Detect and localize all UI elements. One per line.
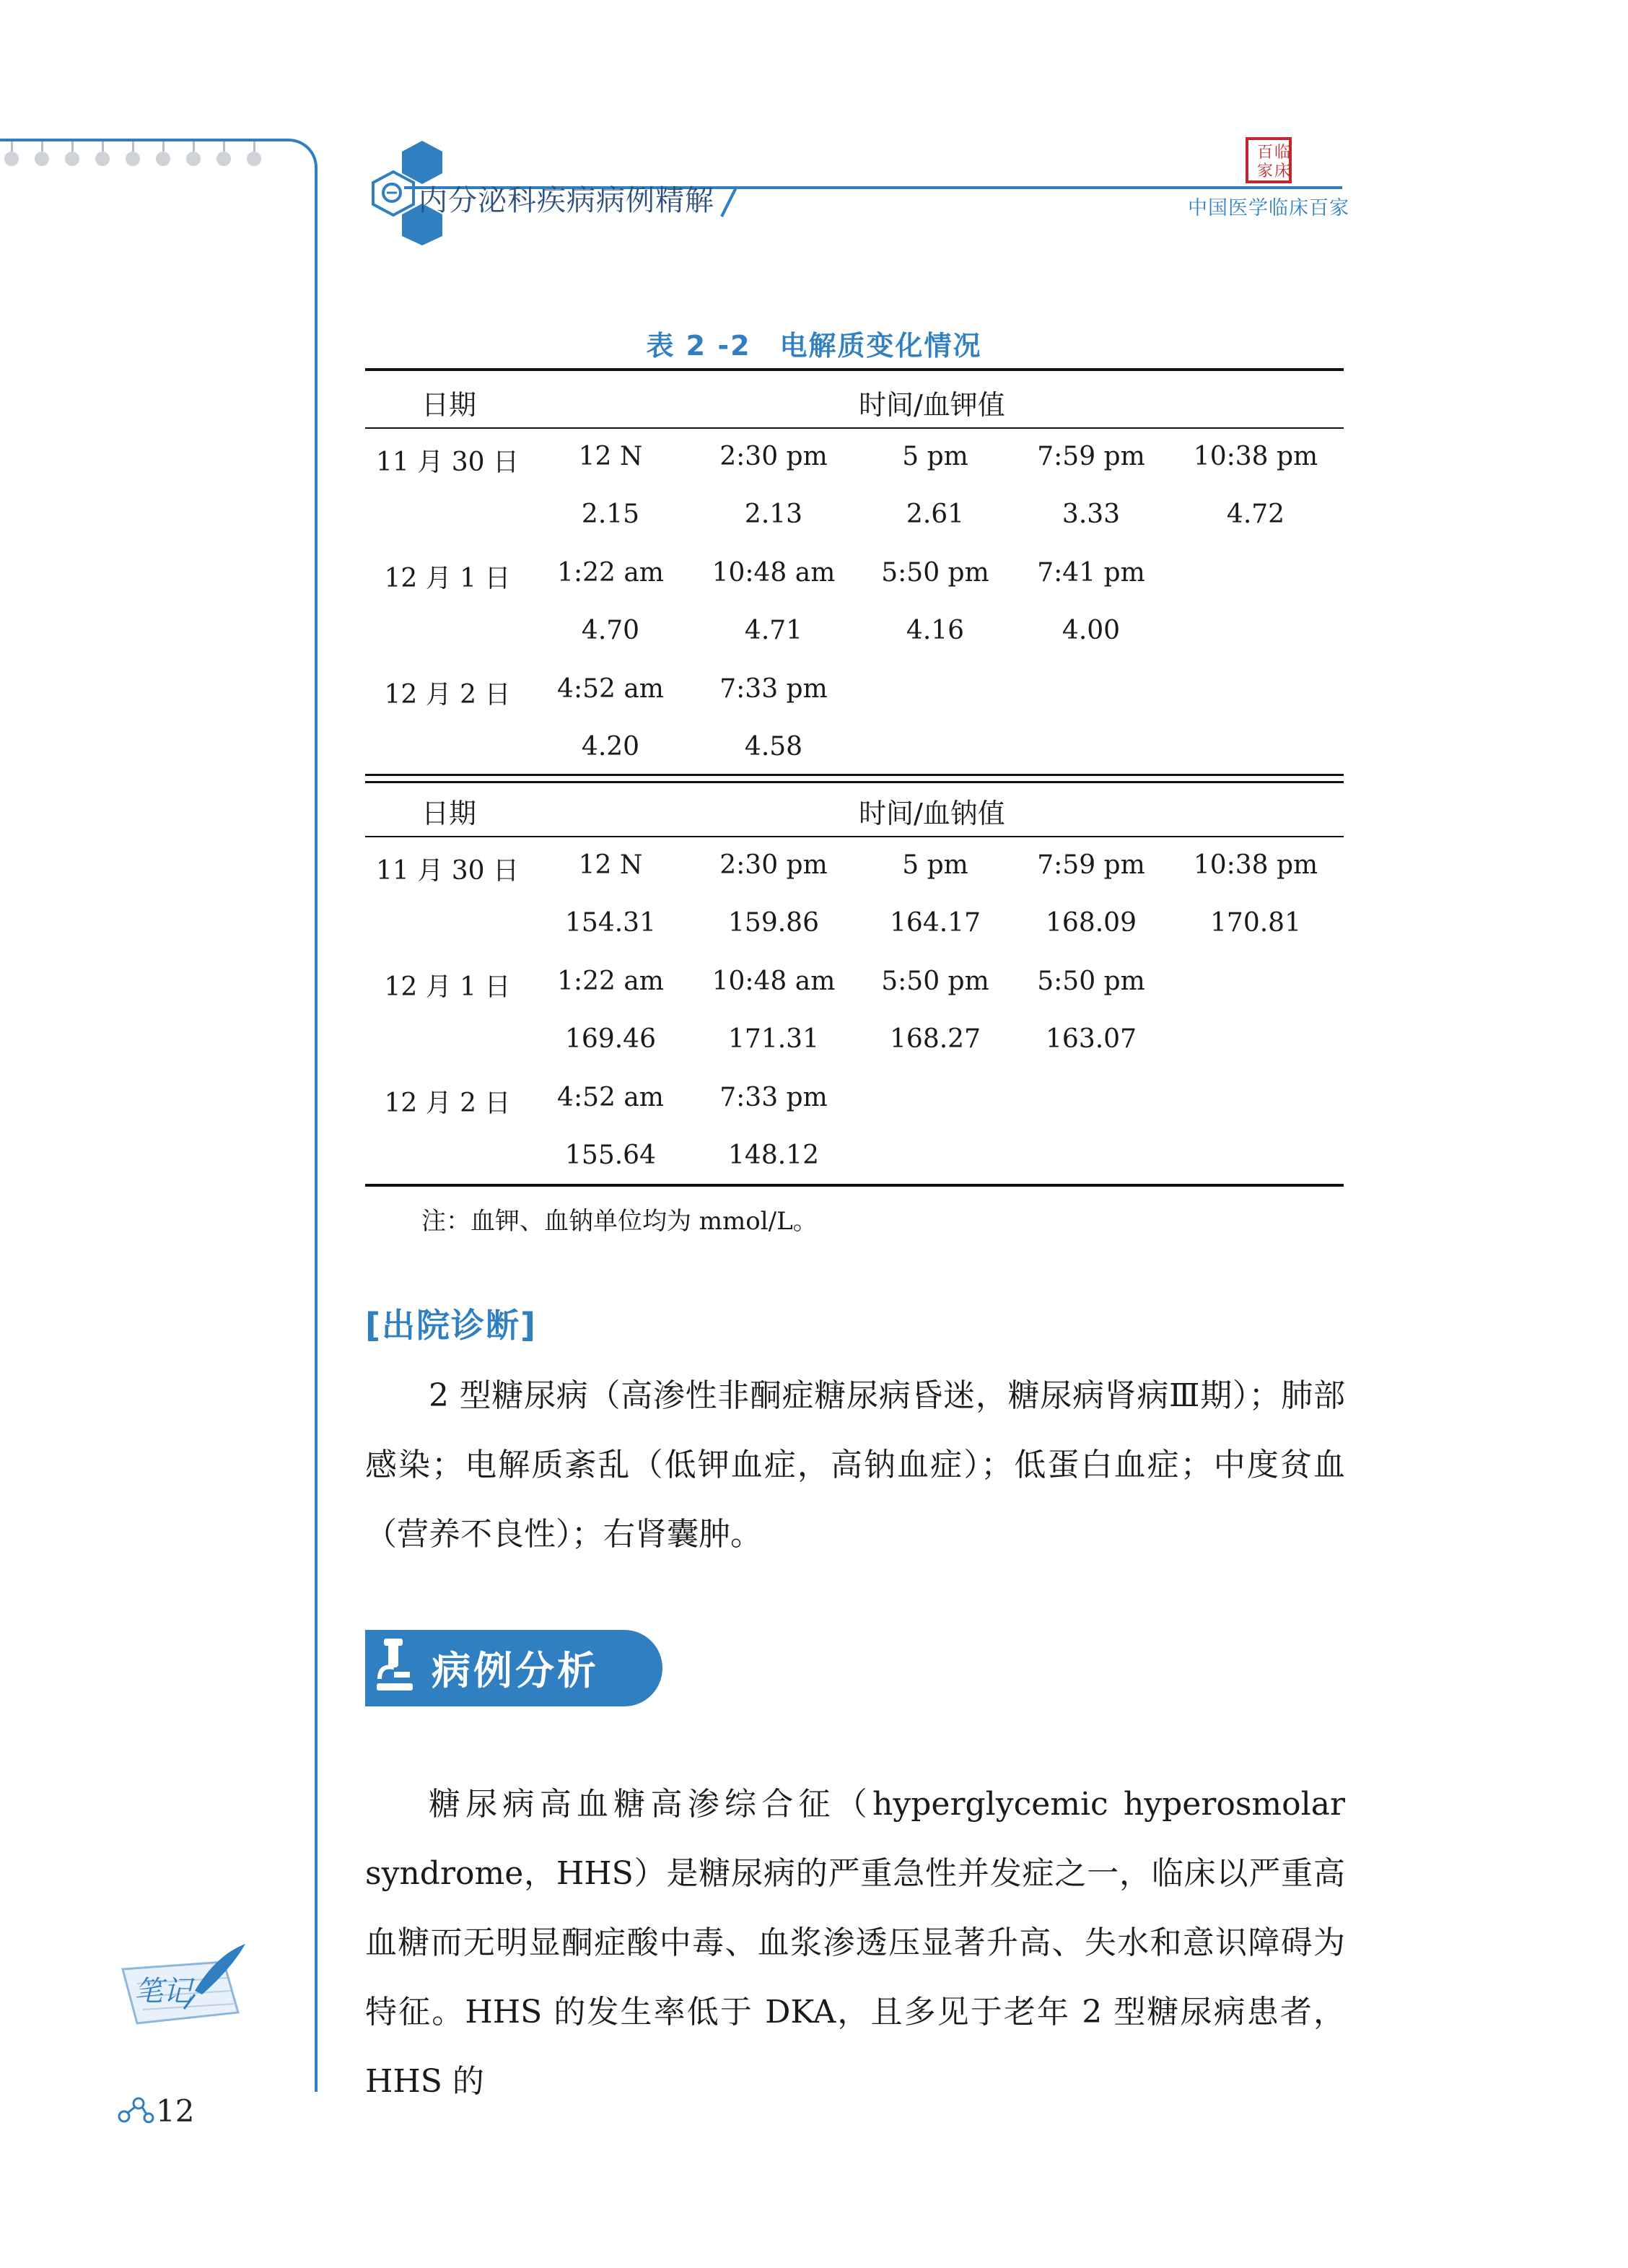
value-cell: 148.12 [728,1140,819,1170]
diagnosis-heading: [出院诊断] [365,1306,538,1345]
value-cell: 168.09 [1046,908,1137,938]
time-cell: 7:59 pm [1037,442,1145,471]
value-cell: 170.81 [1210,908,1301,938]
notes-quill-icon [108,1940,253,2034]
time-cell: 7:33 pm [719,674,828,704]
value-cell: 168.27 [890,1024,981,1054]
time-cell: 5:50 pm [881,558,989,588]
time-cell: 12 N [578,850,643,880]
time-cell: 1:22 am [557,967,664,996]
analysis-banner-label: 病例分析 [432,1648,599,1693]
table-note: 注：血钾、血钠单位均为 mmol/L。 [421,1207,818,1236]
time-cell: 4:52 am [557,1083,664,1112]
header-rule-potassium [365,427,1344,429]
time-cell: 12 N [578,442,643,471]
time-cell: 4:52 am [557,674,664,704]
value-cell: 2.61 [906,500,965,529]
value-cell: 4.00 [1062,616,1121,645]
time-cell: 2:30 pm [719,850,828,880]
section-rule-2 [365,781,1344,783]
date-header: 日期 [421,798,477,829]
page-number: 12 [156,2093,195,2129]
time-cell: 7:59 pm [1037,850,1145,880]
table-top-rule [365,368,1344,371]
section-rule-1 [365,774,1344,776]
value-cell: 4.20 [581,732,640,762]
value-cell: 154.31 [565,908,656,938]
time-cell: 2:30 pm [719,442,828,471]
value-cell: 4.16 [906,616,965,645]
date-cell: 12 月 2 日 [384,680,511,710]
date-header: 日期 [421,389,477,421]
series-title: 中国医学临床百家 [1188,197,1349,219]
time-cell: 10:38 pm [1193,442,1318,471]
header-rule-sodium [365,836,1344,837]
time-cell: 10:38 pm [1193,850,1318,880]
analysis-text: 糖尿病高血糖高渗综合征（hyperglycemic hyperosmolar syndrome，HHS）是糖尿病的严重急性并发症之一，临床以严重高血糖而无明显酮症酸中毒、血浆渗透压显著升高、失水和意识障碍为特征。HHS 的发生率低于 DKA，且多见于老年 2 型糖尿病患者，HHS 的 [365,1786,1345,2100]
table-caption: 表 2 -2 电解质变化情况 [646,330,982,362]
svg-text:百: 百 [1257,144,1274,162]
book-title: 内分泌科疾病病例精解 [419,184,714,217]
value-cell: 4.71 [744,616,803,645]
time-cell: 5 pm [902,442,968,471]
value-cell: 164.17 [890,908,981,938]
date-cell: 12 月 2 日 [384,1089,511,1118]
date-cell: 12 月 1 日 [384,564,511,593]
value-cell: 4.70 [581,616,640,645]
value-cell: 169.46 [565,1024,656,1054]
svg-text:临: 临 [1274,144,1291,162]
svg-text:家: 家 [1257,162,1274,180]
value-cell: 171.31 [728,1024,819,1054]
time-cell: 7:41 pm [1037,558,1145,588]
table-bottom-rule [365,1184,1344,1187]
header-slash [714,186,743,218]
notes-label: 笔记 [134,1975,192,2008]
value-cell: 155.64 [565,1140,656,1170]
value-cell: 2.15 [581,500,640,529]
value-cell: 4.72 [1226,500,1285,529]
potassium-header: 时间/血钾值 [859,389,1005,421]
date-cell: 12 月 1 日 [384,972,511,1002]
time-cell: 10:48 am [712,967,836,996]
sodium-header: 时间/血钠值 [859,798,1005,829]
margin-line [0,139,318,2092]
time-cell: 1:22 am [557,558,664,588]
time-cell: 5:50 pm [881,967,989,996]
value-cell: 3.33 [1062,500,1121,529]
value-cell: 2.13 [744,500,803,529]
seal-logo [1246,137,1292,183]
time-cell: 10:48 am [712,558,836,588]
value-cell: 159.86 [728,908,819,938]
date-cell: 11 月 30 日 [376,856,519,886]
time-cell: 7:33 pm [719,1083,828,1112]
date-cell: 11 月 30 日 [376,448,519,477]
value-cell: 163.07 [1046,1024,1137,1054]
svg-text:床: 床 [1274,162,1291,180]
diagnosis-text: 2 型糖尿病（高渗性非酮症糖尿病昏迷，糖尿病肾病Ⅲ期）；肺部感染；电解质紊乱（低钾血症，高钠血症）；低蛋白血症；中度贫血（营养不良性）；右肾囊肿。 [365,1377,1345,1553]
time-cell: 5 pm [902,850,968,880]
molecule-icon [117,2095,154,2127]
value-cell: 4.58 [744,732,803,762]
time-cell: 5:50 pm [1037,967,1145,996]
microscope-icon [372,1636,419,1701]
